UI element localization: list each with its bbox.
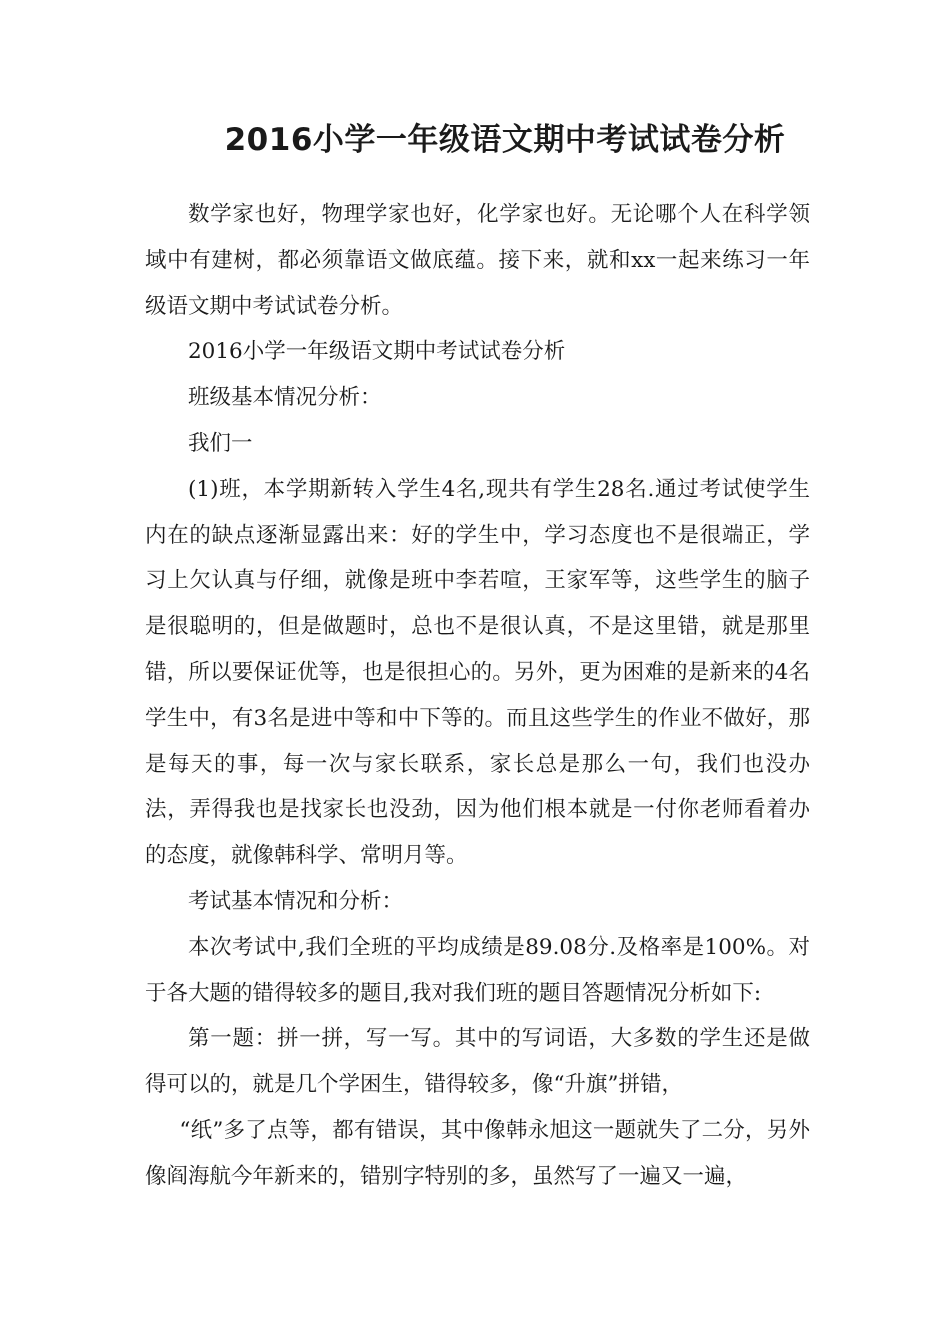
paragraph-question-one: 第一题：拼一拼，写一写。其中的写词语，大多数的学生还是做得可以的，就是几个学困生，错得较多，像“升旗”拼错，	[145, 1026, 810, 1098]
document-title: 2016小学一年级语文期中考试试卷分析	[224, 122, 786, 158]
paragraph-exam-summary: 本次考试中,我们全班的平均成绩是89.08分.及格率是100%。对于各大题的错得较多的题目,我对我们班的题目答题情况分析如下:	[145, 934, 810, 1006]
paragraph-class-analysis: (1)班，本学期新转入学生4名,现共有学生28名.通过考试使学生内在的缺点逐渐显露出来：好的学生中，学习态度也不是很端正，学习上欠认真与仔细，就像是班中李若喧，王家军等，这些学生的脑子是很聪明的，但是做题时，总也不是很认真，不是这里错，就是那里错，所以要保证优等，也是很担心的。另外，更为困难的是新来的4名学生中，有3名是进中等和中下等的。而且这些学生的作业不做好，那是每天的事，每一次与家长联系，家长总是那么一句，我们也没办法，弄得我也是找家长也没劲，因为他们根本就是一付你老师看着办的态度，就像韩科学、常明月等。	[145, 476, 810, 869]
document-body	[145, 192, 810, 1200]
paragraph-subtitle: 2016小学一年级语文期中考试试卷分析	[188, 339, 566, 365]
paragraph-exam-heading: 考试基本情况和分析：	[188, 888, 404, 914]
paragraph-class-heading: 班级基本情况分析：	[188, 385, 382, 411]
paragraph-question-one-continued: “纸”多了点等，都有错误，其中像韩永旭这一题就失了二分，另外像阎海航今年新来的，错别字特别的多，虽然写了一遍又一遍，	[145, 1117, 810, 1189]
paragraph-class-start: 我们一	[188, 430, 253, 456]
paragraph-intro: 数学家也好，物理学家也好，化学家也好。无论哪个人在科学领域中有建树，都必须靠语文做底蕴。接下来，就和xx一起来练习一年级语文期中考试试卷分析。	[145, 202, 810, 319]
